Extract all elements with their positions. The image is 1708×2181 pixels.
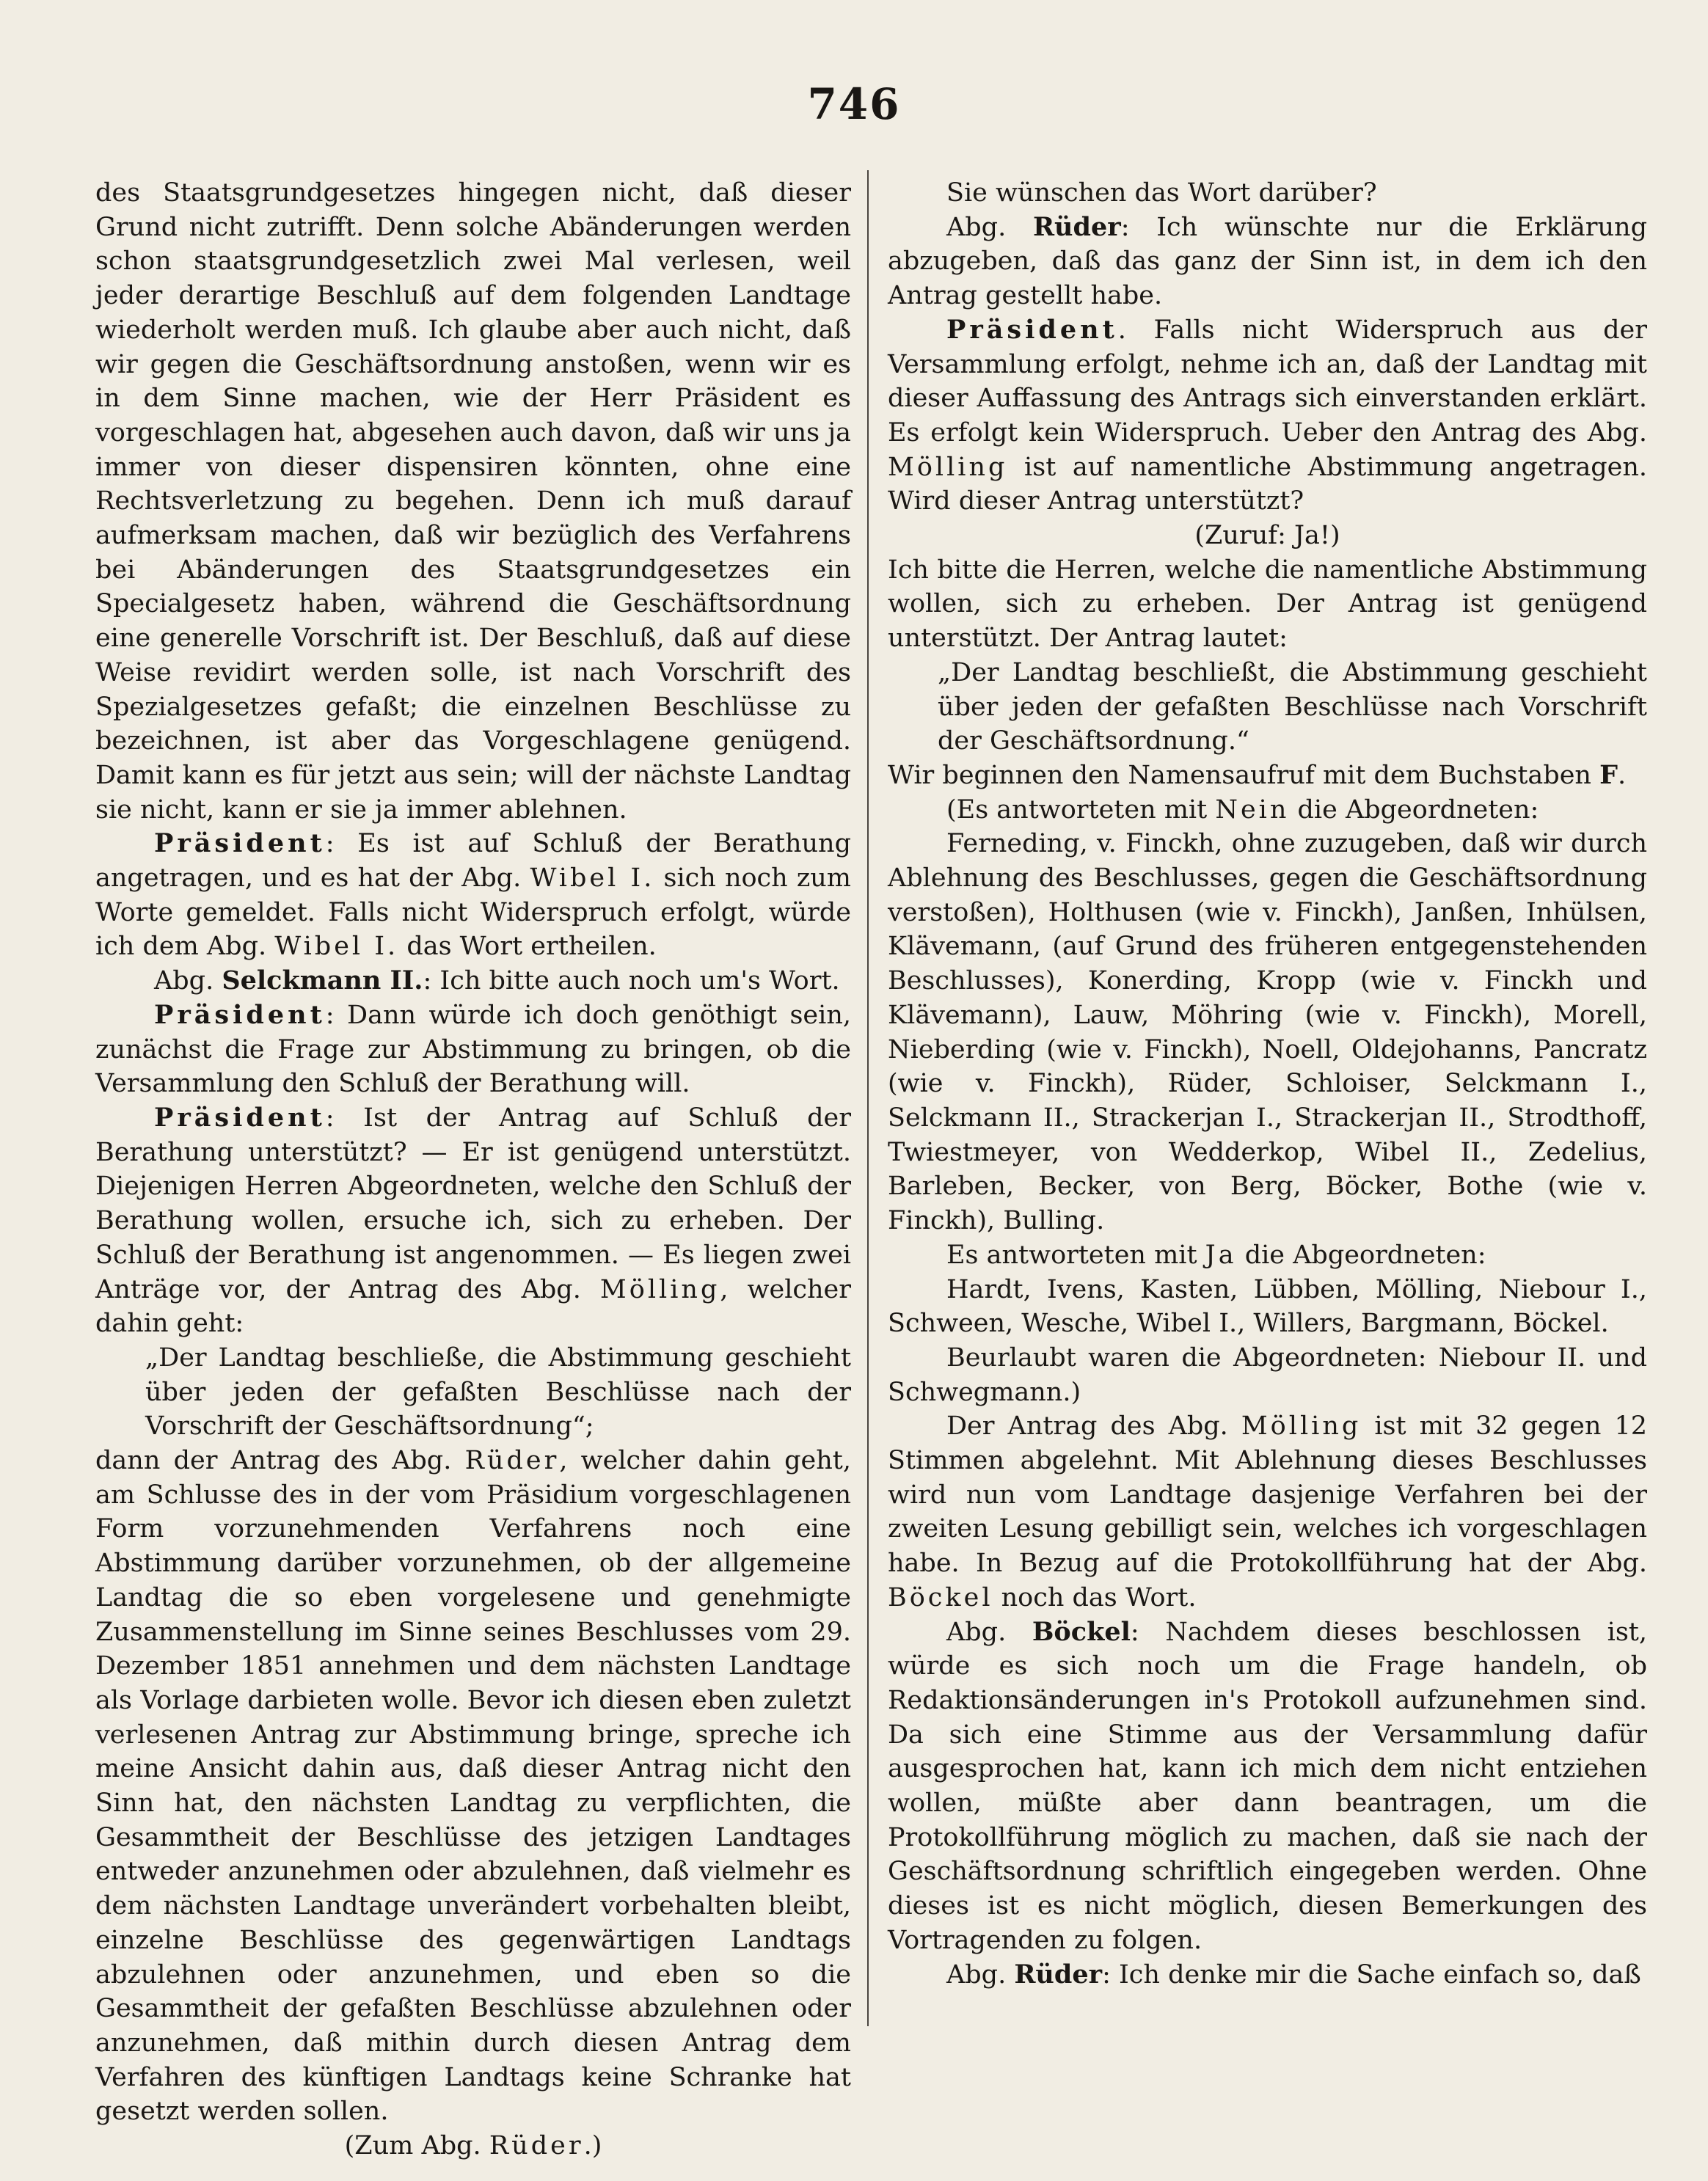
- member-name: Mölling: [599, 1274, 720, 1304]
- paragraph: dann der Antrag des Abg. Rüder, welcher dahin geht, am Schlusse des in der vom Präsidium vorgeschlagenen Form vorzunehmenden Verfahrens noch eine Abstimmung darüber vorzunehmen, ob der allgemeine Landtag die so eben vorgelesene und genehmigte Zusammenstellung im Sinne seines Beschlusses vom 29. Dezember 1851 annehmen und dem nächsten Landtage als Vorlage darbieten wolle. Bevor ich diesen eben zuletzt verlesenen Antrag zur Abstimmung bringe, spreche ich meine Ansicht dahin aus, daß dieser Antrag nicht den Sinn hat, den nächsten Landtag zu verpflichten, die Gesammtheit der Beschlüsse des jetzigen Landtages entweder anzunehmen oder abzulehnen, daß vielmehr es dem nächsten Landtage unverändert vorbehalten bleibt, einzelne Beschlüsse des gegenwärtigen Landtags abzulehnen oder anzunehmen, und eben so die Gesammtheit der gefaßten Beschlüsse abzulehnen oder anzunehmen, daß mithin durch diesen Antrag dem Verfahren des künftigen Landtags keine Schranke hat gesetzt werden sollen.: [95, 1446, 851, 2127]
- column-divider: [867, 170, 869, 2026]
- member-name: Böckel: [888, 1582, 993, 1612]
- letter: F: [1599, 759, 1618, 790]
- stage-note: (Zum Abg. Rüder.): [344, 2131, 602, 2161]
- speaker-name: Präsident: [154, 828, 326, 859]
- paragraph: Abg. Selckmann II.: Ich bitte auch noch um's Wort.: [154, 965, 840, 996]
- paragraph: Es antworteten mit Ja die Abgeordneten:: [946, 1240, 1486, 1270]
- paragraph: Der Antrag des Abg. Mölling ist mit 32 gegen 12 Stimmen abgelehnt. Mit Ablehnung dieses Beschlusses wird nun vom Landtage dasjenige Verfahren bei der zweiten Lesung gebilligt sein, welches ich vorgeschlagen habe. In Bezug auf die Protokollführung hat der Abg. Böckel noch das Wort.: [888, 1411, 1647, 1612]
- vote-word: Ja: [1205, 1240, 1237, 1270]
- page-number: 746: [807, 79, 901, 129]
- right-column: [888, 176, 1647, 1992]
- member-name: Mölling: [888, 452, 1008, 482]
- paragraph: des Staatsgrundgesetzes hingegen nicht, daß dieser Grund nicht zutrifft. Denn solche Abänderungen werden schon staatsgrundgesetzlich zwei Mal verlesen, weil jeder derartige Beschluß auf dem folgenden Landtage wiederholt werden muß. Ich glaube aber auch nicht, daß wir gegen die Geschäftsordnung anstoßen, wenn wir es in dem Sinne machen, wie der Herr Präsident es vorgeschlagen hat, abgesehen auch davon, daß wir uns ja immer von dieser dispensiren könnten, ohne eine Rechtsverletzung zu begehen. Denn ich muß darauf aufmerksam machen, daß wir bezüglich des Verfahrens bei Abänderungen des Staatsgrundgesetzes ein Specialgesetz haben, während die Geschäftsordnung eine generelle Vorschrift ist. Der Beschluß, daß auf diese Weise revidirt werden solle, ist nach Vorschrift des Spezialgesetzes gefaßt; die einzelnen Beschlüsse zu bezeichnen, ist aber das Vorgeschlagene genügend. Damit kann es für jetzt aus sein; will der nächste Landtag sie nicht, kann er sie ja immer ablehnen.: [95, 178, 851, 825]
- paragraph: Wir beginnen den Namensaufruf mit dem Buchstaben F.: [888, 759, 1627, 790]
- paragraph: Abg. Rüder: Ich denke mir die Sache einfach so, daß: [946, 1959, 1641, 1990]
- speaker-name: Präsident: [154, 999, 326, 1030]
- paragraph: Präsident: Dann würde ich doch genöthigt sein, zunächst die Frage zur Abstimmung zu bringen, ob die Versammlung den Schluß der Berathung will.: [95, 999, 851, 1099]
- paragraph: Beurlaubt waren die Abgeordneten: Niebour II. und Schwegmann.): [888, 1342, 1647, 1407]
- member-name: Wibel I.: [530, 863, 655, 894]
- vote-word: Nein: [1215, 794, 1290, 825]
- vote-list: Hardt, Ivens, Kasten, Lübben, Mölling, Niebour I., Schween, Wesche, Wibel I., Willers, Bargmann, Böckel.: [888, 1274, 1647, 1339]
- speaker-name: Böckel: [1032, 1616, 1131, 1647]
- speaker-name: Rüder: [1014, 1959, 1103, 1990]
- member-name: Rüder: [489, 2131, 584, 2161]
- quoted-motion: „Der Landtag beschließt, die Abstimmung geschieht über jeden der gefaßten Beschlüsse nach Vorschrift der Geschäftsordnung.“: [938, 657, 1647, 756]
- vote-list: Ferneding, v. Finckh, ohne zuzugeben, daß wir durch Ablehnung des Beschlusses, gegen die Geschäftsordnung verstoßen), Holthusen (wie v. Finckh), Janßen, Inhülsen, Klävemann, (auf Grund des früheren entgegenstehenden Beschlusses), Konerding, Kropp (wie v. Finckh und Klävemann), Lauw, Möhring (wie v. Finckh), Morell, Nieberding (wie v. Finckh), Noell, Oldejohanns, Pancratz (wie v. Finckh), Rüder, Schloiser, Selckmann I., Selckmann II., Strackerjan I., Strackerjan II., Strodthoff, Twiestmeyer, von Wedderkop, Wibel II., Zedelius, Barleben, Becker, von Berg, Böcker, Bothe (wie v. Finckh), Bulling.: [888, 829, 1647, 1236]
- speaker-name: Präsident: [946, 314, 1118, 345]
- left-column: [95, 176, 851, 2163]
- paragraph: (Es antworteten mit Nein die Abgeordneten:: [946, 794, 1539, 825]
- member-name: Rüder: [464, 1446, 560, 1476]
- paragraph: Abg. Rüder: Ich wünschte nur die Erklärung abzugeben, daß das ganz der Sinn ist, in dem ich den Antrag gestellt habe.: [888, 211, 1647, 311]
- member-name: Mölling: [1241, 1411, 1362, 1442]
- paragraph: Sie wünschen das Wort darüber?: [946, 178, 1377, 208]
- speaker-name: Präsident: [154, 1102, 326, 1133]
- speaker-name: Rüder: [1032, 211, 1121, 242]
- member-name: Wibel I.: [274, 932, 399, 962]
- stage-note: (Zuruf: Ja!): [1194, 521, 1340, 551]
- paragraph: Präsident: Ist der Antrag auf Schluß der Berathung unterstützt? — Er ist genügend unterstützt. Diejenigen Herren Abgeordneten, welche den Schluß der Berathung wollen, ersuche ich, sich zu erheben. Der Schluß der Berathung ist angenommen. — Es liegen zwei Anträge vor, der Antrag des Abg. Mölling, welcher dahin geht:: [95, 1102, 851, 1339]
- paragraph: Präsident: Es ist auf Schluß der Berathung angetragen, und es hat der Abg. Wibel I. sich noch zum Worte gemeldet. Falls nicht Widerspruch erfolgt, würde ich dem Abg. Wibel I. das Wort ertheilen.: [95, 828, 851, 962]
- quoted-motion: „Der Landtag beschließe, die Abstimmung geschieht über jeden der gefaßten Beschlüsse nach der Vorschrift der Geschäftsordnung“;: [145, 1342, 851, 1442]
- paragraph: Abg. Böckel: Nachdem dieses beschlossen ist, würde es sich noch um die Frage handeln, ob Redaktionsänderungen in's Protokoll aufzunehmen sind. Da sich eine Stimme aus der Versammlung dafür ausgesprochen hat, kann ich mich dem nicht entziehen wollen, müßte aber dann beantragen, um die Protokollführung möglich zu machen, daß sie nach der Geschäftsordnung schriftlich eingegeben werden. Ohne dieses ist es nicht möglich, diesen Bemerkungen des Vortragenden zu folgen.: [888, 1616, 1647, 1955]
- paragraph: Präsident. Falls nicht Widerspruch aus der Versammlung erfolgt, nehme ich an, daß der Landtag mit dieser Auffassung des Antrags sich einverstanden erklärt. Es erfolgt kein Widerspruch. Ueber den Antrag des Abg. Mölling ist auf namentliche Abstimmung angetragen. Wird dieser Antrag unterstützt?: [888, 314, 1647, 516]
- paragraph: Ich bitte die Herren, welche die namentliche Abstimmung wollen, sich zu erheben. Der Antrag ist genügend unterstützt. Der Antrag lautet:: [888, 555, 1647, 654]
- speaker-name: Selckmann II.: [222, 965, 423, 996]
